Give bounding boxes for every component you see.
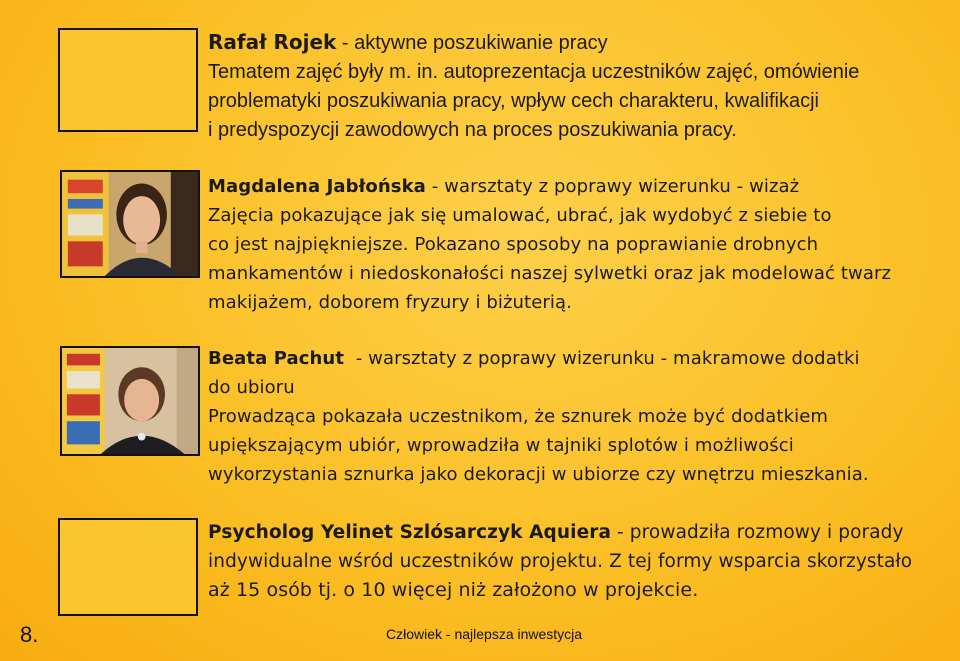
section-psycholog [208, 518, 916, 605]
description-line: aż 15 osób tj. o 10 więcej niż założono w projekcie. [208, 579, 699, 601]
session-title: - warsztaty z poprawy wizerunku - makramowe dodatki [344, 348, 860, 369]
photo-magdalena-jablonska [60, 170, 200, 278]
footer-tagline: Człowiek - najlepsza inwestycja [386, 626, 583, 642]
description-line: Tematem zajęć były m. in. autoprezentacja uczestników zajęć, omówienie [208, 61, 860, 83]
session-title: - warsztaty z poprawy wizerunku - wizaż [425, 176, 800, 197]
trainer-name: Psycholog Yelinet Szlósarczyk Aquiera [208, 522, 612, 543]
session-title: - aktywne poszukiwanie pracy [336, 32, 608, 54]
description-line: upiększającym ubiór, wprowadziła w tajniki splotów i możliwości [208, 435, 794, 456]
section-beata-pachut [208, 344, 916, 489]
section-rafal-rojek [208, 28, 916, 145]
session-title: - prowadziła rozmowy i porady [611, 522, 904, 543]
photo-placeholder-psycholog [58, 518, 198, 616]
description-line: co jest najpiękniejsze. Pokazano sposoby na poprawianie drobnych [208, 234, 819, 255]
description-line: Zajęcia pokazujące jak się umalować, ubrać, jak wydobyć z siebie to [208, 205, 832, 226]
trainer-name: Rafał Rojek [208, 30, 337, 54]
description-line: i predyspozycji zawodowych na proces poszukiwania pracy. [208, 119, 737, 141]
trainer-name: Magdalena Jabłońska [208, 176, 426, 197]
photo-beata-pachut [60, 346, 200, 456]
section-magdalena-jablonska [208, 172, 916, 317]
description-line: mankamentów i niedoskonałości naszej sylwetki oraz jak modelować twarz [208, 263, 891, 284]
page-number: 8. [20, 622, 39, 647]
trainer-name: Beata Pachut [208, 348, 345, 369]
description-line: indywidualne wśród uczestników projektu. Z tej formy wsparcia skorzystało [208, 551, 913, 572]
photo-placeholder-rafal-rojek [58, 28, 198, 132]
description-line: problematyki poszukiwania pracy, wpływ cech charakteru, kwalifikacji [208, 90, 819, 112]
description-line: wykorzystania sznurka jako dekoracji w ubiorze czy wnętrzu mieszkania. [208, 464, 869, 485]
description-line: Prowadząca pokazała uczestnikom, że sznurek może być dodatkiem [208, 406, 829, 427]
description-line: makijażem, doborem fryzury i biżuterią. [208, 292, 572, 313]
description-line: do ubioru [208, 377, 295, 398]
